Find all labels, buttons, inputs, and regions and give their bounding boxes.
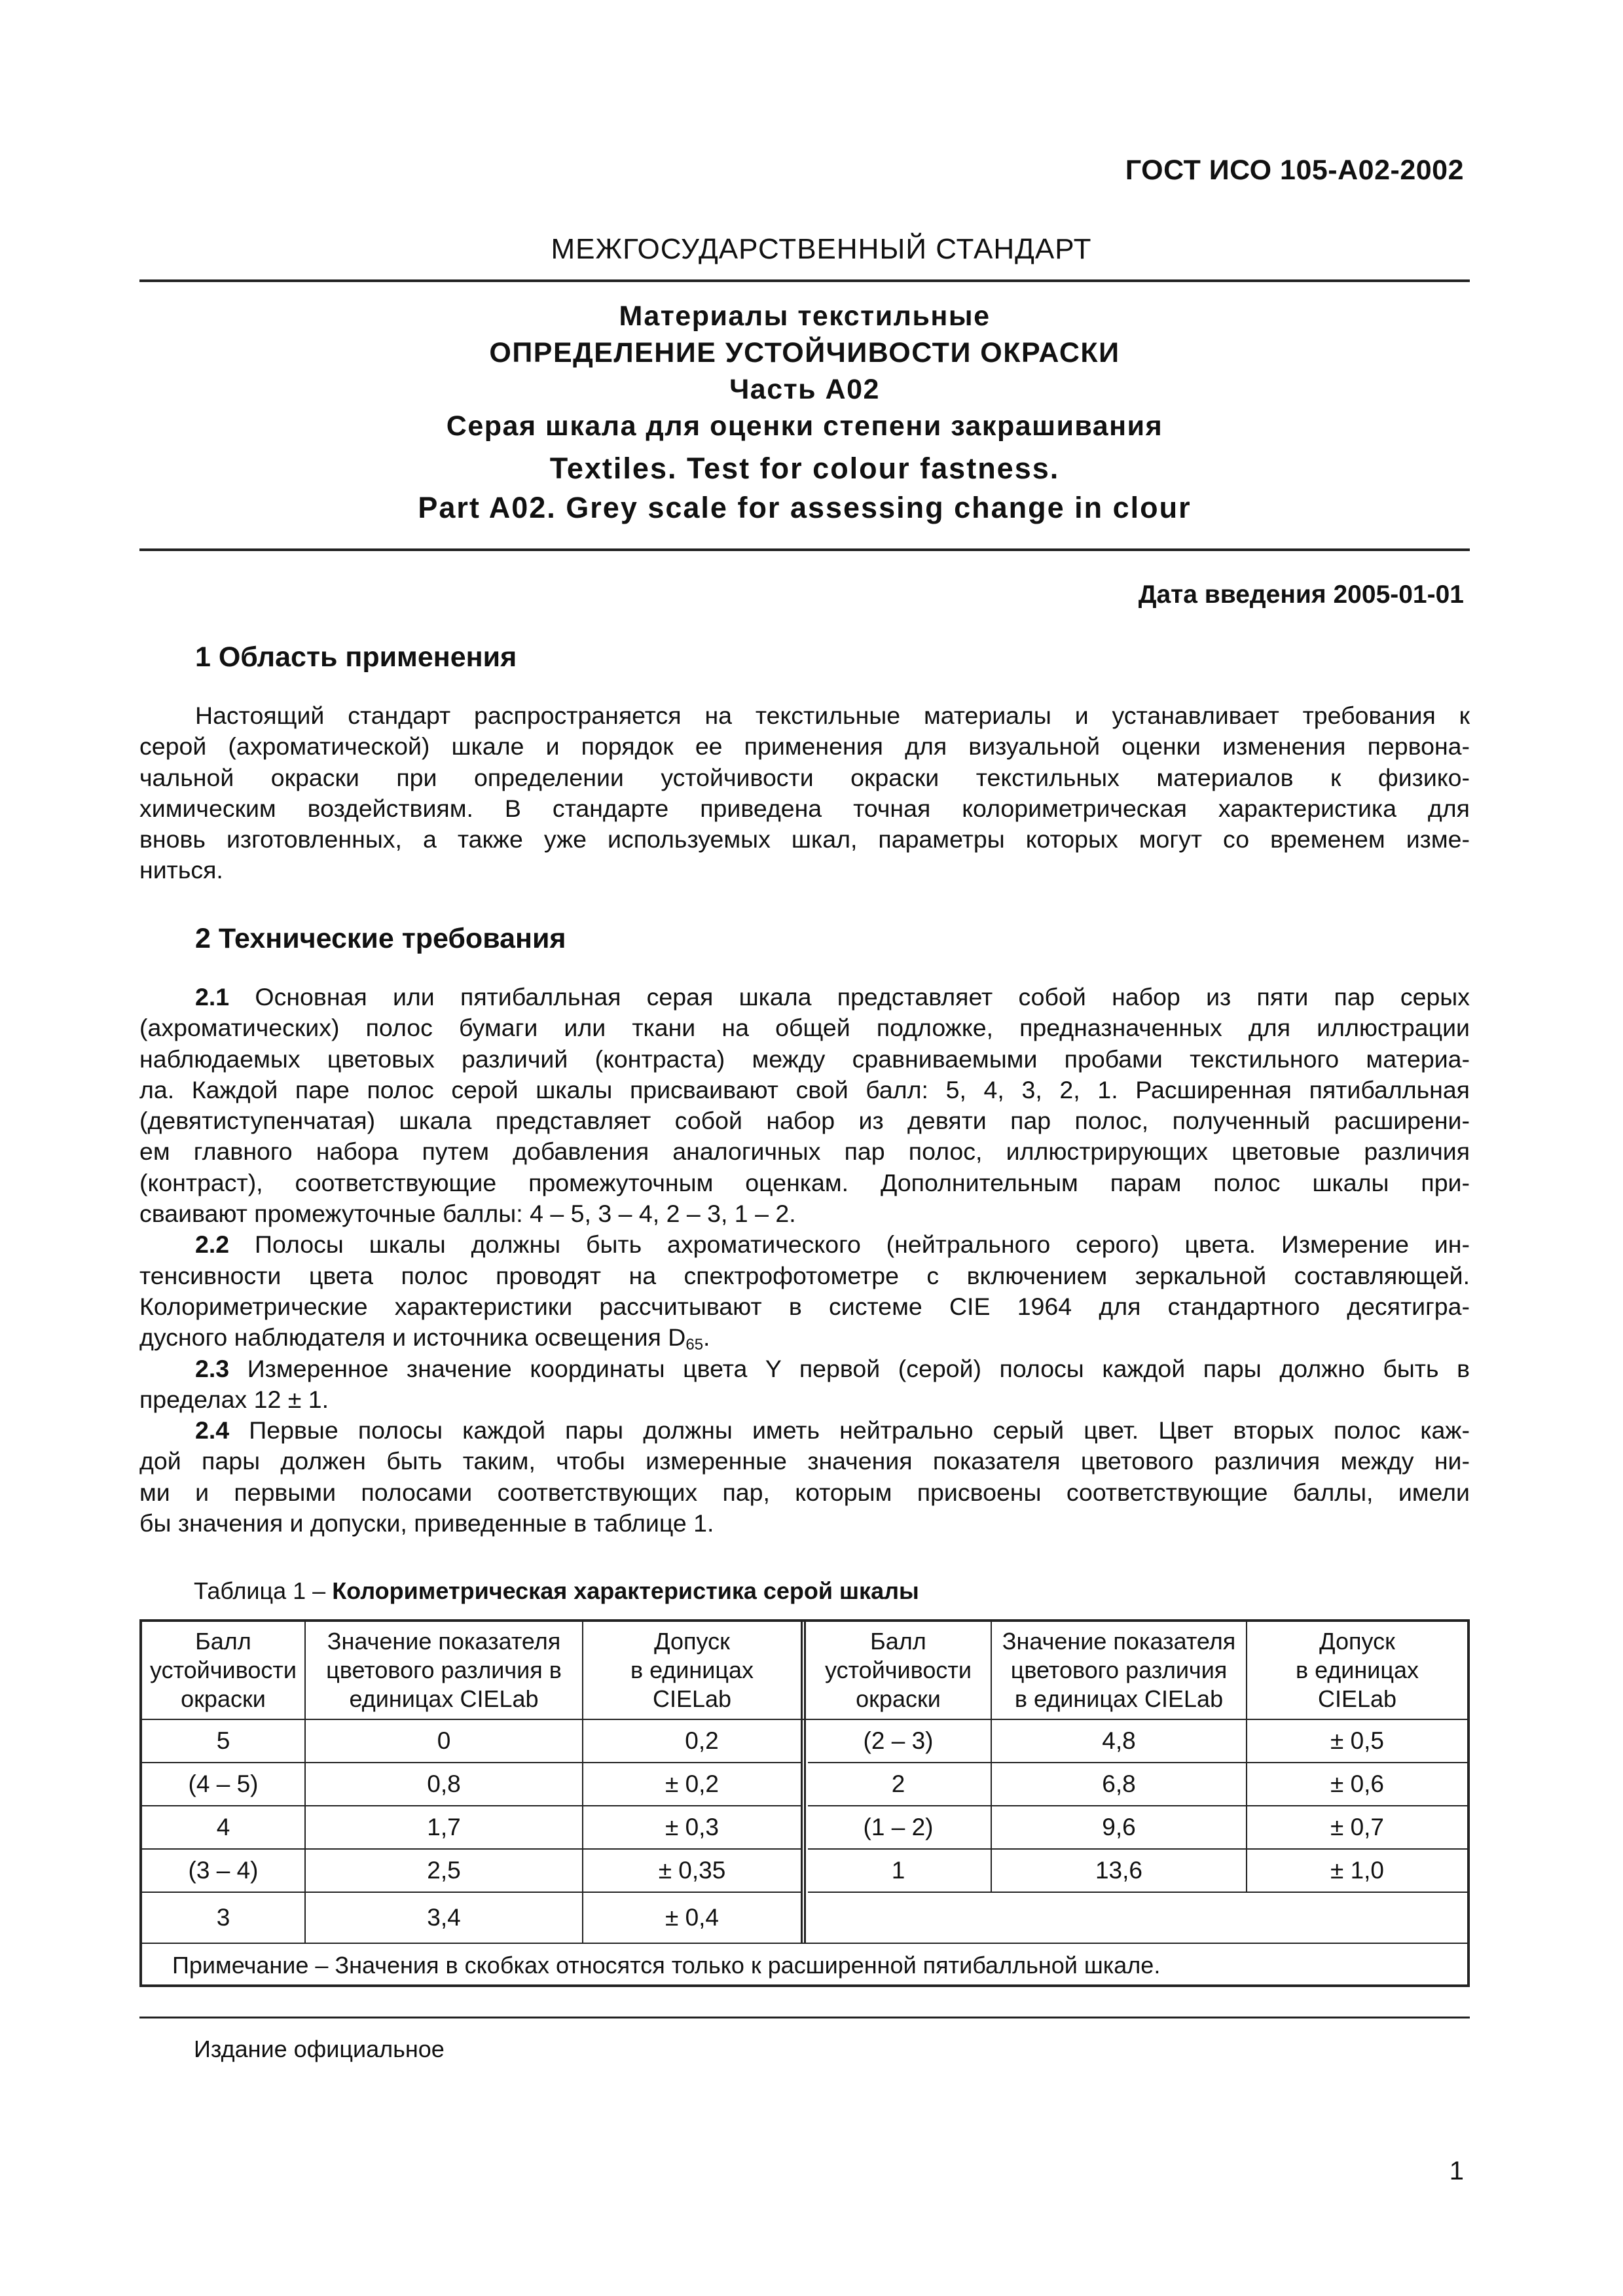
table-cell: 5	[216, 1727, 230, 1754]
table-cell: ± 0,3	[665, 1814, 720, 1840]
text-line: чальной окраски при определении устойчивости окраски текстильных материалов к физико-	[139, 763, 1470, 791]
table-cell: 0,2	[685, 1727, 719, 1754]
header-line: Балл	[870, 1628, 926, 1655]
table-cell: ± 0,2	[665, 1770, 720, 1797]
header-line: Допуск	[654, 1628, 730, 1655]
text-line	[139, 1322, 1470, 1353]
clause-number: 2.2	[195, 1230, 230, 1259]
text-line: пределах 12 ± 1.	[139, 1385, 329, 1413]
table-cell: 0	[437, 1727, 451, 1754]
table-cell: 2,5	[427, 1857, 461, 1884]
table-double-rule	[801, 1622, 806, 1944]
text-line	[139, 982, 1470, 1013]
table-rule	[991, 1622, 992, 1892]
table-cell: 9,6	[1102, 1814, 1136, 1840]
table-cell: 0,8	[427, 1770, 461, 1797]
text-line: дой пары должен быть таким, чтобы измеренные значения показателя цветового различия между ни-	[139, 1447, 1470, 1475]
table-cell: ± 0,35	[658, 1857, 726, 1884]
text-line: Настоящий стандарт распространяется на текстильные материалы и устанавливает требования к	[195, 702, 1470, 729]
header-line: в единицах CIELab	[1014, 1685, 1224, 1712]
table-cell: 6,8	[1102, 1770, 1136, 1797]
header-line: устойчивости	[824, 1657, 972, 1683]
title-russian	[139, 298, 1470, 444]
table-cell: (2 – 3)	[863, 1727, 934, 1754]
text-line	[139, 1415, 1470, 1446]
clause-text: .	[703, 1323, 710, 1352]
table-cell: (3 – 4)	[188, 1857, 259, 1884]
page-number: 1	[1449, 2157, 1464, 2185]
table-header-cell	[992, 1622, 1246, 1719]
table-rule	[808, 1805, 1467, 1806]
text-line: ла. Каждой паре полос серой шкалы присваивают свой балл: 5, 4, 3, 2, 1. Расширенная пятибалльная	[139, 1075, 1470, 1103]
text-line	[139, 1229, 1470, 1260]
header-line: Балл	[195, 1628, 251, 1655]
table-cell: 1,7	[427, 1814, 461, 1840]
table-rule	[808, 1848, 1467, 1850]
table-cell: ± 1,0	[1330, 1857, 1385, 1884]
table-rule	[142, 1762, 801, 1763]
clause-number: 2.3	[195, 1354, 230, 1382]
table-cell: 1	[891, 1857, 905, 1884]
text-line: (девятиступенчатая) шкала представляет собой набор из девяти пар полос, полученный расширени-	[139, 1107, 1470, 1135]
section-heading-scope: 1 Область применения	[195, 641, 517, 673]
table-cell: ± 0,7	[1330, 1814, 1385, 1840]
table-header-cell	[306, 1622, 582, 1719]
header-line: CIELab	[1317, 1685, 1397, 1712]
text-line: бы значения и допуски, приведенные в таблице 1.	[139, 1509, 714, 1537]
table-cell: (4 – 5)	[188, 1770, 259, 1797]
interstate-standard-label: МЕЖГОСУДАРСТВЕННЫЙ СТАНДАРТ	[551, 233, 1092, 265]
text-line: тенсивности цвета полос проводят на спектрофотометре с включением зеркальной составляющей.	[139, 1261, 1470, 1289]
intro-date: Дата введения 2005-01-01	[1138, 581, 1464, 609]
header-line: единицах CIELab	[349, 1685, 539, 1712]
clause-text: Полосы шкалы должны быть ахроматического (нейтрального серого) цвета. Измерение ин-	[229, 1230, 1470, 1259]
table-header-cell	[806, 1622, 991, 1719]
clause-text: Измеренное значение координаты цвета Y первой (серой) полосы каждой пары должно быть в	[229, 1354, 1470, 1382]
clause-number: 2.1	[195, 983, 230, 1011]
table-cell: ± 0,5	[1330, 1727, 1385, 1754]
table-rule	[1246, 1622, 1247, 1892]
edition-label: Издание официальное	[194, 2036, 445, 2062]
title-en-line: Part A02. Grey scale for assessing change in clour	[418, 491, 1192, 524]
header-line: CIELab	[652, 1685, 732, 1712]
title-ru-line: Материалы текстильные	[619, 300, 991, 332]
header-line: окраски	[181, 1685, 266, 1712]
header-line: Значение показателя	[327, 1628, 561, 1655]
header-line: Значение показателя	[1002, 1628, 1236, 1655]
header-line: цветового различия в	[326, 1657, 562, 1683]
clause-text: дусного наблюдателя и источника освещения D	[139, 1323, 686, 1352]
table-cell: 4,8	[1102, 1727, 1136, 1754]
clause-text: Основная или пятибалльная серая шкала представляет собой набор из пяти пар серых	[229, 983, 1470, 1011]
table-note: Примечание – Значения в скобках относятся только к расширенной пятибалльной шкале.	[172, 1952, 1161, 1979]
table-cell: 2	[891, 1770, 905, 1797]
title-ru-line: Серая шкала для оценки степени закрашивания	[446, 410, 1163, 442]
scope-paragraph	[139, 700, 1470, 886]
title-en-line: Textiles. Test for colour fastness.	[549, 452, 1060, 485]
text-line: сваивают промежуточные баллы: 4 – 5, 3 – 4, 2 – 3, 1 – 2.	[139, 1200, 796, 1228]
top-rule	[139, 279, 1470, 282]
colorimetric-table	[139, 1619, 1470, 1987]
table-rule	[142, 1805, 801, 1806]
table-cell: ± 0,4	[665, 1904, 720, 1931]
header-line: в единицах	[1295, 1657, 1419, 1683]
text-line: серой (ахроматической) шкале и порядок ее применения для визуальной оценки изменения первона-	[139, 732, 1470, 761]
text-line: химическим воздействиям. В стандарте приведена точная колориметрическая характеристика для	[139, 794, 1470, 822]
clause-text: Первые полосы каждой пары должны иметь нейтрально серый цвет. Цвет вторых полос каж-	[229, 1416, 1470, 1444]
title-ru-line: Часть А02	[729, 374, 880, 405]
table-caption-prefix: Таблица 1 –	[194, 1577, 333, 1604]
text-line: Колориметрические характеристики рассчитывают в системе CIE 1964 для стандартного десятигра-	[139, 1292, 1470, 1320]
text-line: ниться.	[139, 856, 223, 884]
table-rule	[142, 1848, 801, 1850]
text-line: наблюдаемых цветовых различий (контраста) между сравниваемыми пробами текстильного материа-	[139, 1045, 1470, 1073]
title-rule	[139, 548, 1470, 551]
table-cell: 4	[216, 1814, 230, 1840]
table-cell: 3,4	[427, 1904, 461, 1931]
section-heading-tech: 2 Технические требования	[195, 923, 566, 954]
table-cell: 3	[216, 1904, 230, 1931]
header-line: в единицах	[630, 1657, 754, 1683]
table-rule	[142, 1892, 801, 1893]
clause-number: 2.4	[195, 1416, 230, 1444]
illuminant-subscript: 65	[685, 1336, 704, 1354]
header-line: цветового различия	[1010, 1657, 1228, 1683]
header-line: окраски	[856, 1685, 941, 1712]
header-line: устойчивости	[149, 1657, 297, 1683]
header-line: Допуск	[1319, 1628, 1395, 1655]
text-line: ми и первыми полосами соответствующих пар, которым присвоены соответствующие баллы, имели	[139, 1478, 1470, 1506]
table-cell: ± 0,6	[1330, 1770, 1385, 1797]
table-rule	[808, 1762, 1467, 1763]
title-english	[139, 449, 1470, 528]
title-ru-line: ОПРЕДЕЛЕНИЕ УСТОЙЧИВОСТИ ОКРАСКИ	[489, 337, 1120, 368]
table-caption-title: Колориметрическая характеристика серой шкалы	[332, 1577, 919, 1604]
table-header-cell	[583, 1622, 801, 1719]
text-line	[139, 1354, 1470, 1384]
text-line: вновь изготовленных, а также уже используемых шкал, параметры которых могут со временем изме-	[139, 825, 1470, 853]
text-line: ем главного набора путем добавления аналогичных пар полос, иллюстрирующих цветовые различия	[139, 1138, 1470, 1166]
table-caption	[194, 1577, 919, 1605]
table-cell: 13,6	[1095, 1857, 1142, 1884]
table-header-cell	[1247, 1622, 1467, 1719]
tech-requirements-text	[139, 982, 1470, 1539]
table-cell: (1 – 2)	[863, 1814, 934, 1840]
text-line: (ахроматических) полос бумаги или ткани на общей подложке, предназначенных для иллюстрации	[139, 1014, 1470, 1042]
footer-rule	[139, 2017, 1470, 2018]
standard-code: ГОСТ ИСО 105-А02-2002	[1125, 154, 1464, 186]
text-line: (контраст), соответствующие промежуточным оценкам. Дополнительным парам полос шкалы при-	[139, 1168, 1470, 1196]
table-rule	[808, 1892, 1467, 1893]
table-header-cell	[142, 1622, 304, 1719]
